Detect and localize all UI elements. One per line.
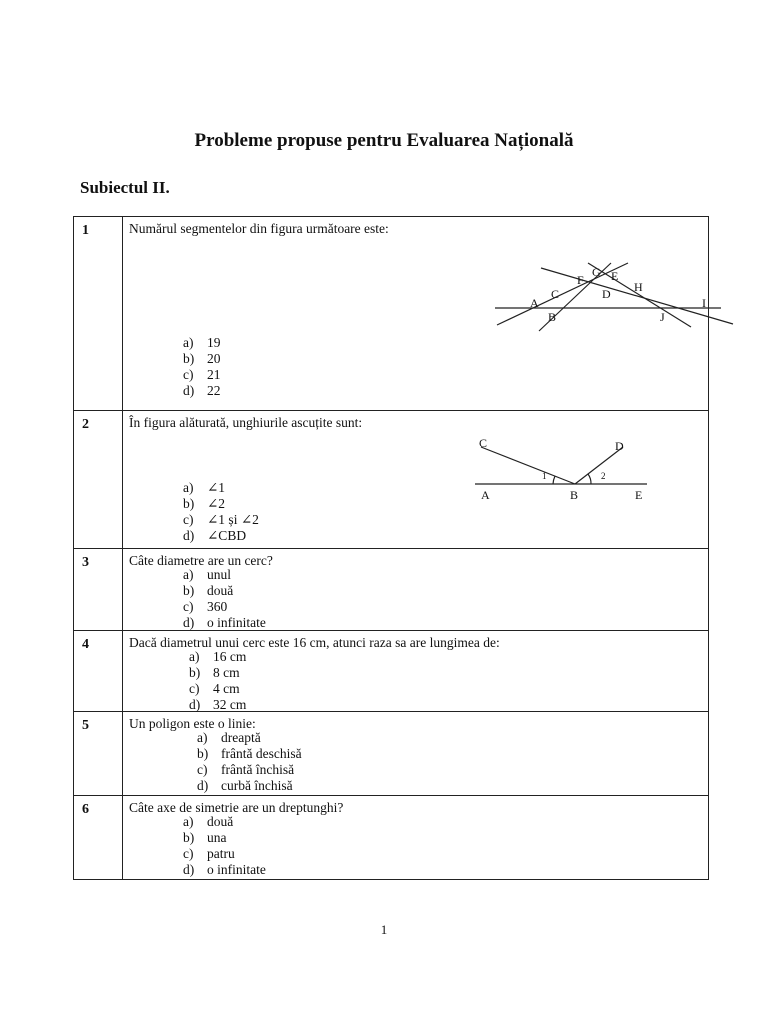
figure-label-j: J (660, 310, 665, 324)
problem-question: Câte axe de simetrie are un dreptunghi? (129, 800, 344, 815)
problem-number: 1 (74, 217, 123, 411)
answer-options (197, 730, 302, 794)
figure-label-c: C (479, 436, 488, 450)
figure-label-i: I (702, 296, 706, 310)
page-title: Probleme propuse pentru Evaluarea Națională (194, 130, 574, 151)
problem-number: 3 (74, 549, 123, 631)
figure-label-d: D (615, 439, 624, 453)
answer-option-b: b) două (183, 583, 234, 598)
answer-option-b: b) ∠2 (183, 496, 226, 511)
problem-body (123, 217, 709, 411)
problem-number: 5 (74, 712, 123, 796)
figure-label-h: H (634, 280, 643, 294)
angle-arc-1 (553, 476, 555, 484)
answer-option-d: d) o infinitate (183, 615, 266, 630)
answer-option-a: a) unul (183, 567, 232, 582)
problem-question: Un poligon este o linie: (129, 716, 256, 731)
figure-label-c: C (551, 287, 560, 301)
problem-row-5 (74, 712, 709, 796)
problem-body (123, 549, 709, 631)
answer-option-c: c) frântă închisă (197, 762, 295, 777)
answer-option-d: d) 22 (183, 383, 221, 398)
answer-option-a: a) 16 cm (189, 649, 247, 664)
problem-row-1 (74, 217, 709, 411)
answer-option-c: c) 4 cm (189, 681, 240, 696)
problem-row-6 (74, 796, 709, 880)
angles-figure (475, 436, 655, 503)
angle-label-1: 1 (542, 471, 547, 481)
problem-number: 2 (74, 411, 123, 549)
problem-question: Numărul segmentelor din figura următoare este: (129, 221, 389, 236)
problem-body (123, 712, 709, 796)
answer-option-d: d) 32 cm (189, 697, 247, 712)
answer-option-a: a) ∠1 (183, 480, 226, 495)
answer-option-b: b) frântă deschisă (197, 746, 302, 761)
problem-question: Dacă diametrul unui cerc este 16 cm, atunci raza sa are lungimea de: (129, 635, 500, 650)
figure-label-e: E (611, 269, 619, 283)
answer-option-d: d) o infinitate (183, 862, 266, 877)
problem-body (123, 411, 709, 549)
answer-option-a: a) dreaptă (197, 730, 261, 745)
answer-option-c: c) 21 (183, 367, 221, 382)
answer-option-b: b) una (183, 830, 227, 845)
answer-option-c: c) patru (183, 846, 235, 861)
page-number: 1 (380, 922, 388, 937)
problem-number: 6 (74, 796, 123, 880)
section-title: Subiectul II. (80, 178, 170, 197)
problem-question: Câte diametre are un cerc? (129, 553, 273, 568)
answer-option-c: c) 360 (183, 599, 228, 614)
answer-option-a: a) 19 (183, 335, 221, 350)
problem-row-4 (74, 631, 709, 712)
problem-row-2 (74, 411, 709, 549)
problem-body (123, 796, 709, 880)
answer-option-b: b) 8 cm (189, 665, 240, 680)
figure-label-b: B (548, 310, 557, 324)
problem-number: 4 (74, 631, 123, 712)
answer-option-b: b) 20 (183, 351, 221, 366)
figure-label-f: F (577, 273, 584, 287)
figure-label-b: B (570, 488, 579, 502)
problem-question: În figura alăturată, unghiurile ascuțite sunt: (129, 415, 363, 430)
answer-options (189, 649, 246, 713)
figure-label-g: G (592, 265, 601, 279)
problem-row-3 (74, 549, 709, 631)
segments-figure (493, 261, 743, 351)
answer-options (183, 814, 266, 878)
answer-options (183, 480, 259, 544)
figure-label-a: A (481, 488, 490, 502)
figure-label-a: A (530, 296, 539, 310)
figure-ray-bc (481, 447, 575, 484)
answer-option-a: a) două (183, 814, 234, 829)
problems-table (73, 216, 709, 880)
figure-label-d: D (602, 287, 611, 301)
problem-body (123, 631, 709, 712)
answer-options (183, 335, 221, 399)
figure-label-e: E (635, 488, 643, 502)
angle-arc-2 (588, 474, 591, 484)
angle-label-2: 2 (601, 471, 606, 481)
answer-options (183, 567, 266, 631)
answer-option-d: d) ∠CBD (183, 528, 247, 543)
answer-option-d: d) curbă închisă (197, 778, 293, 793)
answer-option-c: c) ∠1 și ∠2 (183, 512, 259, 527)
